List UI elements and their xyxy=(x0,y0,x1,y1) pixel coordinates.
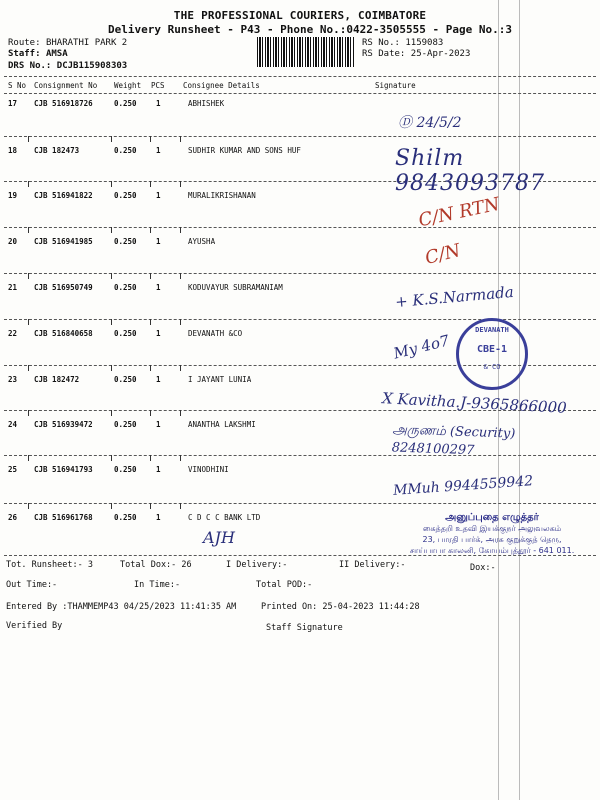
row-consignment-no: CJB 516950749 xyxy=(34,283,93,292)
drs-value: DCJB115908303 xyxy=(56,61,128,71)
signature-24: அருணம் (Security) 8248100297 xyxy=(391,422,516,459)
row-pcs: 1 xyxy=(156,237,161,246)
row-weight: 0.250 xyxy=(114,329,137,338)
row-weight: 0.250 xyxy=(114,99,137,108)
signature-25: MMuh 9944559942 xyxy=(392,473,534,499)
total-pod: Total POD:- xyxy=(256,580,313,590)
row-consignment-no: CJB 516918726 xyxy=(34,99,93,108)
column-tick xyxy=(180,181,181,187)
row-consignment-no: CJB 516840658 xyxy=(34,329,93,338)
row-sno: 25 xyxy=(8,465,18,474)
row-consignee: ABHISHEK xyxy=(188,99,225,108)
staff-signature: Staff Signature xyxy=(266,623,343,633)
row-weight: 0.250 xyxy=(114,191,137,200)
dox-label: Dox:- xyxy=(470,563,496,573)
row-sno: 17 xyxy=(8,99,18,108)
i-delivery: I Delivery:- xyxy=(226,560,288,570)
row-consignee: AYUSHA xyxy=(188,237,216,246)
column-tick xyxy=(150,136,151,142)
column-tick xyxy=(28,410,29,416)
row-sno: 24 xyxy=(8,420,18,429)
devanath-round-stamp: DEVANATH CBE-1 & CO xyxy=(456,318,528,390)
row-separator xyxy=(4,227,596,228)
column-tick xyxy=(28,181,29,187)
row-pcs: 1 xyxy=(156,283,161,292)
row-pcs: 1 xyxy=(156,146,161,155)
row-consignee: ANANTHA LAKSHMI xyxy=(188,420,256,429)
company-title: THE PROFESSIONAL COURIERS, COIMBATORE xyxy=(173,9,427,22)
row-weight: 0.250 xyxy=(114,420,137,429)
column-tick xyxy=(150,227,151,233)
row-pcs: 1 xyxy=(156,375,161,384)
printed-on: Printed On: 25-04-2023 11:44:28 xyxy=(261,602,420,612)
row-sno: 21 xyxy=(8,283,18,292)
column-tick xyxy=(111,136,112,142)
column-tick xyxy=(111,319,112,325)
signature-17: Ⓓ 24/5/2 xyxy=(398,115,462,131)
row-consignee: C D C C BANK LTD xyxy=(188,513,261,522)
row-sno: 19 xyxy=(8,191,18,200)
column-tick xyxy=(150,181,151,187)
tot-runsheet: Tot. Runsheet:- 3 xyxy=(6,560,93,570)
row-consignee: MURALIKRISHANAN xyxy=(188,191,256,200)
col-header-consignee: Consignee Details xyxy=(183,81,260,90)
row-consignee: KODUVAYUR SUBRAMANIAM xyxy=(188,283,283,292)
row-weight: 0.250 xyxy=(114,465,137,474)
drs-line: DRS No.: DCJB115908303 xyxy=(8,61,128,71)
out-time: Out Time:- xyxy=(6,580,58,590)
route-value: BHARATHI PARK 2 xyxy=(45,38,128,48)
barcode xyxy=(257,37,354,67)
row-weight: 0.250 xyxy=(114,513,137,522)
column-tick xyxy=(180,455,181,461)
row-separator xyxy=(4,273,596,274)
row-pcs: 1 xyxy=(156,329,161,338)
office-seal-stamp: அனுப்புதை எழுத்தர் கைத்தறி உதவி இயக்குநர் அலுவலகம் 23, பாரதி பார்க், அரசு குறுக்குத் தெரு, சாய்பாபா காலனி, கோயம்புத்தூர் - 641 011. xyxy=(409,512,575,555)
row-weight: 0.250 xyxy=(114,375,137,384)
signature-21: + K.S.Narmada xyxy=(394,282,515,312)
staff-value: AMSA xyxy=(45,49,68,59)
column-tick xyxy=(150,455,151,461)
column-tick xyxy=(28,455,29,461)
column-tick xyxy=(180,136,181,142)
row-consignee: DEVANATH &CO xyxy=(188,329,243,338)
column-tick xyxy=(150,273,151,279)
column-tick xyxy=(180,319,181,325)
row-weight: 0.250 xyxy=(114,237,137,246)
column-tick xyxy=(111,455,112,461)
signature-20: C/N xyxy=(422,240,463,269)
footer-rule xyxy=(4,555,596,556)
row-consignment-no: CJB 516941822 xyxy=(34,191,93,200)
row-pcs: 1 xyxy=(156,465,161,474)
signature-22: My 4o7 xyxy=(391,331,452,363)
column-tick xyxy=(111,273,112,279)
ii-delivery: II Delivery:- xyxy=(339,560,406,570)
row-consignment-no: CJB 516941985 xyxy=(34,237,93,246)
in-time: In Time:- xyxy=(134,580,181,590)
column-tick xyxy=(111,227,112,233)
column-tick xyxy=(180,410,181,416)
column-tick xyxy=(111,181,112,187)
column-tick xyxy=(28,136,29,142)
column-tick xyxy=(28,227,29,233)
runsheet-subtitle: Delivery Runsheet - P43 - Phone No.:0422-3505555 - Page No.:3 xyxy=(108,23,512,36)
row-consignment-no: CJB 182472 xyxy=(34,375,80,384)
staff-line: Staff: AMSA xyxy=(8,49,68,59)
entered-by: Entered By :THAMMEMP43 04/25/2023 11:41:35 AM xyxy=(6,602,237,612)
col-header-weight: Weight xyxy=(114,81,142,90)
signature-23: X Kavitha.J-9365866000 xyxy=(381,389,568,417)
header-rule xyxy=(4,76,596,77)
signature-26: AJH xyxy=(203,528,235,547)
column-tick xyxy=(180,227,181,233)
row-consignment-no: CJB 516941793 xyxy=(34,465,93,474)
col-header-pcs: PCS xyxy=(151,81,165,90)
total-dox: Total Dox:- 26 xyxy=(120,560,192,570)
row-sno: 20 xyxy=(8,237,18,246)
col-header-signature: Signature xyxy=(375,81,416,90)
row-sno: 22 xyxy=(8,329,18,338)
row-separator xyxy=(4,503,596,504)
row-consignment-no: CJB 516961768 xyxy=(34,513,93,522)
header-rule xyxy=(4,93,596,94)
row-consignment-no: CJB 516939472 xyxy=(34,420,93,429)
column-tick xyxy=(150,319,151,325)
column-tick xyxy=(111,503,112,509)
column-tick xyxy=(28,503,29,509)
column-tick xyxy=(28,319,29,325)
row-sno: 18 xyxy=(8,146,18,155)
row-separator xyxy=(4,136,596,137)
row-sno: 23 xyxy=(8,375,18,384)
verified-by: Verified By xyxy=(6,621,63,631)
column-tick xyxy=(180,365,181,371)
rs-date-line: RS Date: 25-Apr-2023 xyxy=(362,49,471,59)
rs-no-value: 1159083 xyxy=(405,38,444,48)
row-pcs: 1 xyxy=(156,99,161,108)
signature-19: C/N RTN xyxy=(416,193,502,232)
row-weight: 0.250 xyxy=(114,283,137,292)
rs-no-line: RS No.: 1159083 xyxy=(362,38,444,48)
signature-18: Shilm 9843093787 xyxy=(395,146,545,196)
row-weight: 0.250 xyxy=(114,146,137,155)
row-consignee: VINODHINI xyxy=(188,465,229,474)
column-tick xyxy=(111,365,112,371)
row-consignee: SUDHIR KUMAR AND SONS HUF xyxy=(188,146,301,155)
col-header-sno: S No xyxy=(8,81,27,90)
row-pcs: 1 xyxy=(156,191,161,200)
row-pcs: 1 xyxy=(156,513,161,522)
col-header-consignment: Consignment No xyxy=(34,81,98,90)
rs-date-value: 25-Apr-2023 xyxy=(410,49,471,59)
column-tick xyxy=(28,365,29,371)
row-separator xyxy=(4,319,596,320)
column-tick xyxy=(28,273,29,279)
route-line: Route: BHARATHI PARK 2 xyxy=(8,38,128,48)
row-sno: 26 xyxy=(8,513,18,522)
row-consignee: I JAYANT LUNIA xyxy=(188,375,252,384)
column-tick xyxy=(150,365,151,371)
column-tick xyxy=(111,410,112,416)
column-tick xyxy=(180,503,181,509)
row-consignment-no: CJB 182473 xyxy=(34,146,80,155)
column-tick xyxy=(180,273,181,279)
row-pcs: 1 xyxy=(156,420,161,429)
column-tick xyxy=(150,410,151,416)
column-tick xyxy=(150,503,151,509)
